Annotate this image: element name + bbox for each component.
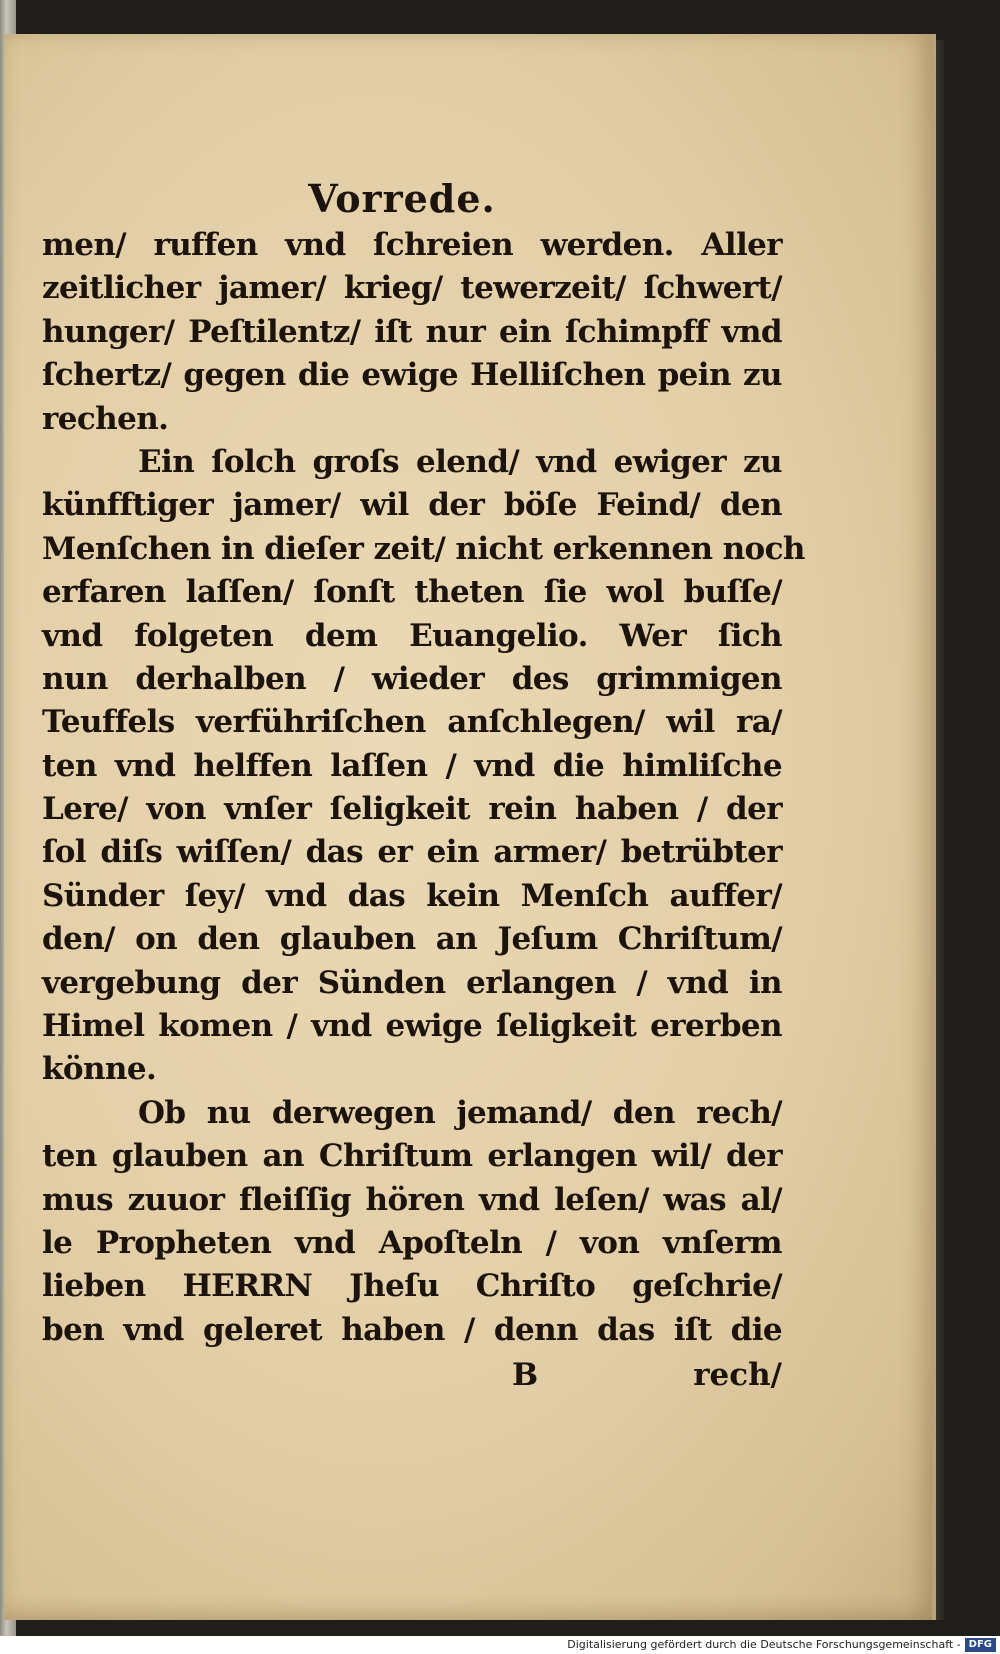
text-line: ſol diſs wiſſen/ das er ein armer/ betrübter — [42, 834, 782, 871]
text-line: le Propheten vnd Apoſteln / von vnſerm — [42, 1224, 782, 1261]
text-line: lieben HERRN Jheſu Chriſto geſchrie/ — [42, 1268, 782, 1305]
text-line: Ob nu derwegen jemand/ den rech/ — [138, 1094, 782, 1131]
text-line: vnd folgeten dem Euangelio. Wer ſich — [42, 617, 782, 654]
text-line: Menſchen in dieſer zeit/ nicht erkennen noch — [42, 530, 805, 567]
page-text — [42, 174, 805, 1398]
text-line: ten glauben an Chriſtum erlangen wil/ der — [42, 1138, 782, 1175]
text-line: ben vnd geleret haben / denn das iſt die — [42, 1311, 782, 1348]
page-edge-shadow — [936, 40, 944, 1620]
dfg-logo: DFG — [965, 1638, 996, 1652]
text-line: vergebung der Sünden erlangen / vnd in — [42, 964, 782, 1001]
text-line: den/ on den glauben an Jeſum Chriſtum/ — [42, 921, 782, 958]
text-line: hunger/ Peſtilentz/ iſt nur ein ſchimpff vnd — [42, 313, 782, 350]
text-line: erfaren laſſen/ ſonſt theten ſie wol buſſe/ — [42, 574, 782, 611]
running-head: Vorrede. — [308, 176, 496, 221]
footer-credit: Digitalisierung gefördert durch die Deutsche Forschungsgemeinschaft - — [567, 1638, 961, 1651]
text-line: Teuffels verführiſchen anſchlegen/ wil ra/ — [42, 704, 782, 741]
text-line: Ein ſolch groſs elend/ vnd ewiger zu — [138, 443, 782, 480]
book-page — [4, 34, 936, 1620]
text-line: künfftiger jamer/ wil der böſe Feind/ den — [42, 487, 782, 524]
signature-mark: B — [512, 1357, 539, 1394]
page-foot — [42, 1352, 782, 1398]
catchword: rech/ — [693, 1357, 782, 1394]
text-line: ten vnd helffen laſſen / vnd die himliſche — [42, 747, 782, 784]
text-line: rechen. — [42, 400, 169, 437]
text-line: Sünder ſey/ vnd das kein Menſch auffer/ — [42, 877, 782, 914]
text-line: zeitlicher jamer/ krieg/ tewerzeit/ ſchwert/ — [42, 270, 782, 307]
text-line: könne. — [42, 1051, 157, 1088]
digitization-footer — [0, 1636, 1000, 1654]
text-line: nun derhalben / wieder des grimmigen — [42, 660, 782, 697]
text-line: mus zuuor fleiſſig hören vnd leſen/ was al/ — [42, 1181, 782, 1218]
text-line: Himel komen / vnd ewige ſeligkeit ererben — [42, 1008, 782, 1045]
text-line: men/ ruffen vnd ſchreien werden. Aller — [42, 227, 782, 263]
text-lines — [42, 224, 805, 1352]
text-line: Lere/ von vnſer ſeligkeit rein haben / der — [42, 791, 782, 828]
text-line: ſchertz/ gegen die ewige Helliſchen pein zu — [42, 357, 782, 394]
